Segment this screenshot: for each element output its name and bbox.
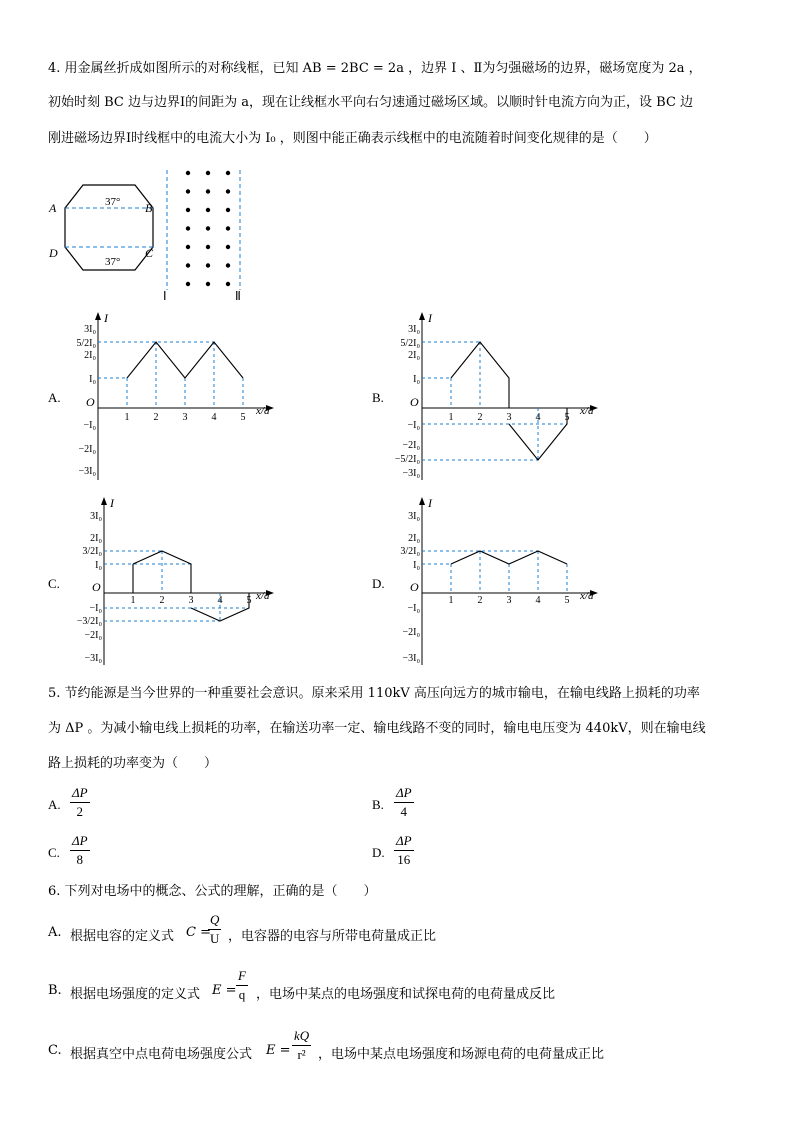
y-tick-1: I₀: [89, 374, 96, 385]
vertex-c: C: [145, 246, 154, 260]
origin-label: O: [410, 395, 419, 409]
field-dot: [186, 171, 190, 175]
y-tick-neg2: −2I₀: [78, 444, 96, 455]
q4-option-c-label[interactable]: C.: [48, 576, 60, 591]
q5-line2: 为 ΔP 。为减小输电线上损耗的功率，在输送功率一定、输电线路不变的同时，输电电压变为 440kV，则在输电线: [48, 721, 706, 736]
q4-line1: 4. 用金属丝折成如图所示的对称线框，已知 AB = 2BC = 2a ，边界 Ⅰ 、Ⅱ为匀强磁场的边界，磁场宽度为 2a ，: [48, 61, 702, 76]
x-axis-label: x/a: [256, 590, 270, 602]
x-axis-label: x/a: [256, 405, 270, 417]
x-tick-5: 5: [564, 595, 570, 606]
q5-option-c-fraction[interactable]: ΔP 8: [72, 833, 88, 867]
q6-option-a-label: A.: [48, 925, 62, 940]
y-tick-neg3: −3I₀: [78, 466, 96, 477]
vertex-a: A: [49, 201, 57, 215]
y-tick-neg2: −2I₀: [402, 627, 420, 638]
field-dot: [206, 282, 210, 286]
x-axis-label: x/a: [580, 590, 594, 602]
field-dot: [186, 263, 190, 267]
q6-option-a-lhs: C =: [186, 925, 211, 940]
graph-d: [384, 495, 624, 667]
field-dot: [226, 245, 230, 249]
y-tick-neg1: −I₀: [89, 603, 102, 614]
y-tick-3: 3I₀: [84, 324, 96, 335]
field-dot: [226, 208, 230, 212]
y-tick-2: 2I₀: [408, 350, 420, 361]
field-dot: [226, 171, 230, 175]
origin-label: O: [410, 580, 419, 594]
q4-line3: 刚进磁场边界Ⅰ时线框中的电流大小为 I₀ ，则图中能正确表示线框中的电流随着时间变化规律的是（ ）: [48, 131, 657, 146]
q6-option-c-label: C.: [48, 1043, 62, 1058]
y-axis-label: I: [428, 311, 432, 325]
q5-option-a-fraction[interactable]: ΔP 2: [72, 785, 88, 819]
y-tick-5-2: 5/2I₀: [400, 338, 420, 349]
q6-option-a-pre: 根据电容的定义式: [70, 929, 175, 944]
graph-a: [60, 310, 300, 482]
x-tick-4: 4: [211, 412, 217, 423]
graph-c: [60, 495, 300, 667]
y-tick-3: 3I₀: [90, 511, 102, 522]
field-dot: [226, 282, 230, 286]
y-tick-neg3: −3I₀: [84, 653, 102, 664]
x-tick-5: 5: [240, 412, 246, 423]
y-axis-label: I: [104, 311, 108, 325]
q6-option-c-post: ，电场中某点电场强度和场源电荷的电荷量成正比: [318, 1047, 605, 1062]
q5-option-b-label[interactable]: B.: [372, 797, 384, 812]
field-dot: [206, 245, 210, 249]
y-tick-3: 3I₀: [408, 324, 420, 335]
graph-b: [384, 310, 624, 482]
q6-option-a-post: ，电容器的电容与所带电荷量成正比: [228, 929, 437, 944]
x-tick-3: 3: [182, 412, 188, 423]
y-tick-5-2: 5/2I₀: [76, 338, 96, 349]
y-tick-neg5-2: −5/2I₀: [394, 454, 420, 465]
x-tick-4: 4: [535, 595, 541, 606]
q5-option-b-fraction[interactable]: ΔP 4: [396, 785, 412, 819]
x-tick-1: 1: [448, 412, 454, 423]
y-tick-2: 2I₀: [84, 350, 96, 361]
field-dot: [206, 263, 210, 267]
field-dot: [186, 226, 190, 230]
q5-line3: 路上损耗的功率变为（ ）: [48, 756, 218, 771]
q6-option-b-pre: 根据电场强度的定义式: [70, 987, 201, 1002]
y-tick-neg2: −2I₀: [84, 630, 102, 641]
x-axis-label: x/a: [580, 405, 594, 417]
q6-option-b-fraction: F q: [238, 968, 246, 1002]
field-dot: [186, 189, 190, 193]
field-dot: [226, 263, 230, 267]
x-tick-5: 5: [564, 412, 570, 423]
y-tick-neg3: −3I₀: [402, 653, 420, 664]
current-curve: [451, 551, 567, 564]
y-axis-label: I: [110, 496, 114, 510]
angle-bottom: 37°: [105, 256, 121, 268]
q4-option-d-label[interactable]: D.: [372, 576, 385, 591]
y-tick-3-2: 3/2I₀: [400, 546, 420, 557]
y-tick-neg2: −2I₀: [402, 440, 420, 451]
q4-figure: [45, 165, 265, 305]
y-axis-label: I: [428, 496, 432, 510]
x-tick-2: 2: [477, 412, 483, 423]
x-tick-1: 1: [124, 412, 130, 423]
field-dot: [186, 282, 190, 286]
field-dot: [206, 171, 210, 175]
y-tick-neg3: −3I₀: [402, 468, 420, 479]
y-tick-1: I₀: [95, 560, 102, 571]
q6-option-c-pre: 根据真空中点电荷电场强度公式: [70, 1047, 253, 1062]
vertex-b: B: [145, 201, 153, 215]
origin-label: O: [86, 395, 95, 409]
y-tick-1: I₀: [413, 374, 420, 385]
origin-label: O: [92, 580, 101, 594]
boundary-1-label: Ⅰ: [163, 289, 167, 303]
field-dot: [226, 189, 230, 193]
angle-top: 37°: [105, 196, 121, 208]
y-tick-2: 2I₀: [408, 533, 420, 544]
q6-option-c-lhs: E =: [266, 1043, 291, 1058]
current-curve: [127, 342, 243, 378]
field-dot: [206, 189, 210, 193]
q4-option-b-label[interactable]: B.: [372, 390, 384, 405]
q5-option-a-label[interactable]: A.: [48, 797, 61, 812]
x-tick-2: 2: [477, 595, 483, 606]
y-tick-neg1: −I₀: [407, 420, 420, 431]
q5-line1: 5. 节约能源是当今世界的一种重要社会意识。原来采用 110kV 高压向远方的城市输电，在输电线路上损耗的功率: [48, 686, 700, 701]
q6-stem: 6. 下列对电场中的概念、公式的理解，正确的是（ ）: [48, 884, 377, 899]
vertex-d: D: [49, 246, 58, 260]
field-dot: [226, 226, 230, 230]
y-tick-1: I₀: [413, 560, 420, 571]
q5-option-d-label[interactable]: D.: [372, 845, 385, 860]
q5-option-d-fraction[interactable]: ΔP 16: [396, 833, 412, 867]
y-tick-neg1: −I₀: [407, 603, 420, 614]
q4-line2: 初始时刻 BC 边与边界Ⅰ的间距为 a，现在让线框水平向右匀速通过磁场区域。以顺时针电流方向为正，设 BC 边: [48, 95, 694, 110]
q6-option-b-label: B.: [48, 983, 62, 998]
x-tick-2: 2: [153, 412, 159, 423]
field-dot: [186, 245, 190, 249]
x-tick-3: 3: [506, 412, 512, 423]
y-tick-3: 3I₀: [408, 511, 420, 522]
q6-option-c-fraction: kQ r²: [294, 1028, 310, 1062]
x-tick-2: 2: [159, 595, 165, 606]
x-tick-4: 4: [217, 595, 223, 606]
x-tick-3: 3: [506, 595, 512, 606]
y-tick-2: 2I₀: [90, 533, 102, 544]
field-dot: [206, 226, 210, 230]
boundary-2-label: Ⅱ: [235, 289, 241, 303]
x-tick-1: 1: [130, 595, 136, 606]
q4-option-a-label[interactable]: A.: [48, 390, 61, 405]
x-tick-5: 5: [246, 595, 252, 606]
field-dots: [186, 171, 230, 286]
x-tick-4: 4: [535, 412, 541, 423]
x-tick-1: 1: [448, 595, 454, 606]
field-dot: [186, 208, 190, 212]
field-dot: [206, 208, 210, 212]
q5-option-c-label[interactable]: C.: [48, 845, 60, 860]
q6-option-a-fraction: Q U: [210, 912, 220, 946]
y-tick-neg3-2: −3/2I₀: [76, 616, 102, 627]
x-tick-3: 3: [188, 595, 194, 606]
y-tick-neg1: −I₀: [83, 420, 96, 431]
q6-option-b-post: ，电场中某点的电场强度和试探电荷的电荷量成反比: [256, 987, 556, 1002]
q6-option-b-lhs: E =: [212, 983, 237, 998]
y-tick-3-2: 3/2I₀: [82, 546, 102, 557]
